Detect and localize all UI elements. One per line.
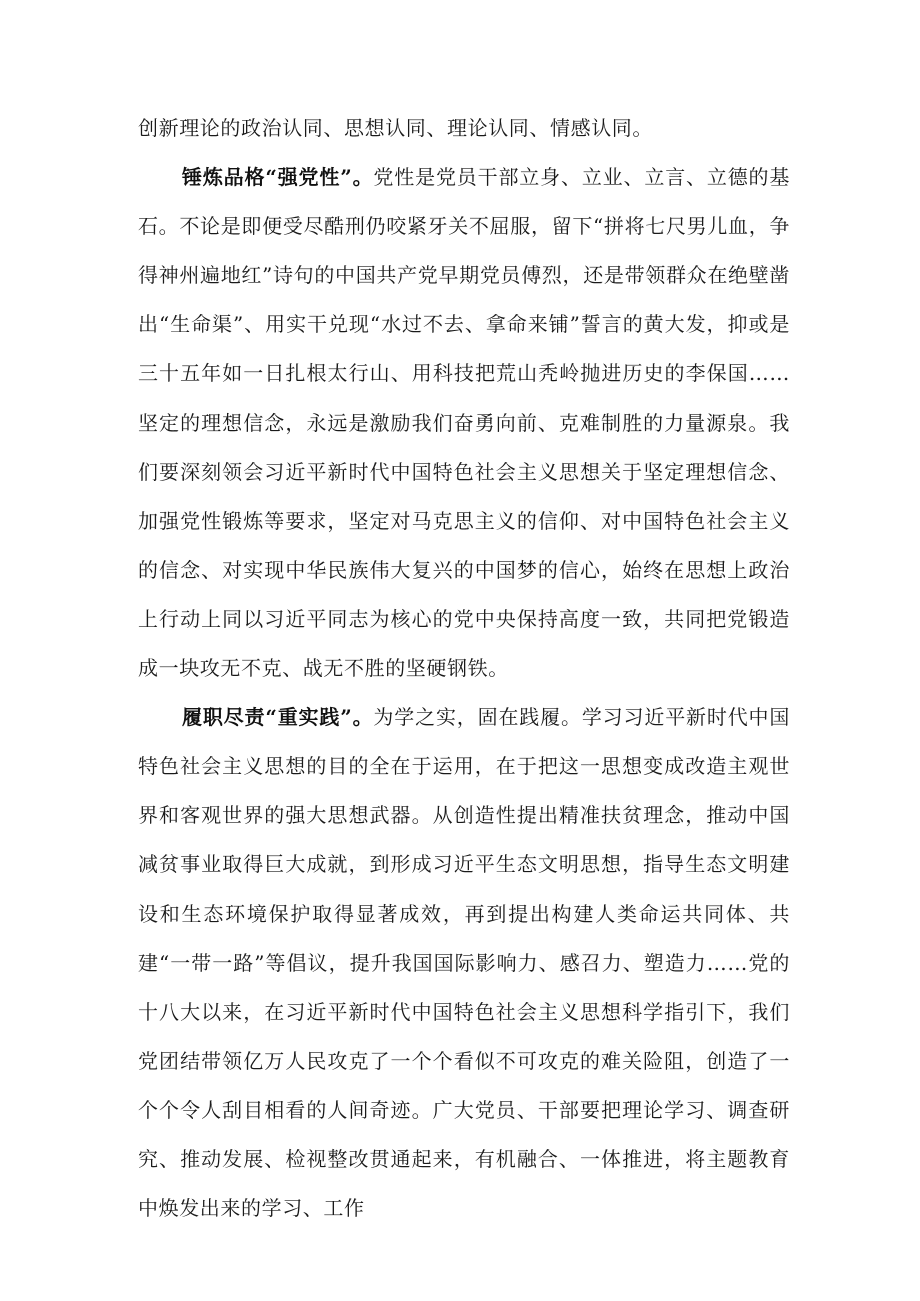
document-body (138, 104, 790, 1233)
paragraph-practice (138, 693, 790, 1233)
paragraph-continuation (138, 104, 790, 153)
paragraph-party-spirit (138, 153, 790, 693)
paragraph-heading: 履职尽责“重实践”。 (182, 705, 374, 730)
paragraph-body: 为学之实，固在践履。学习习近平新时代中国特色社会主义思想的目的全在于运用，在于把这一思想变成改造主观世界和客观世界的强大思想武器。从创造性提出精准扶贫理念，推动中国减贫事业取得巨大成就，到形成习近平生态文明思想，指导生态文明建设和生态环境保护取得显著成效，再到提出构建人类命运共同体、共建“一带一路”等倡议，提升我国国际影响力、感召力、塑造力……党的十八大以来，在习近平新时代中国特色社会主义思想科学指引下，我们党团结带领亿万人民攻克了一个个看似不可攻克的难关险阻，创造了一个个令人刮目相看的人间奇迹。广大党员、干部要把理论学习、调查研究、推动发展、检视整改贯通起来，有机融合、一体推进，将主题教育中焕发出来的学习、工作 (138, 705, 790, 1221)
paragraph-body: 党性是党员干部立身、立业、立言、立德的基石。不论是即便受尽酷刑仍咬紧牙关不屈服，留下“拼将七尺男儿血，争得神州遍地红”诗句的中国共产党早期党员傅烈，还是带领群众在绝壁凿出“生命渠”、用实干兑现“水过不去、拿命来铺”誓言的黄大发，抑或是三十五年如一日扎根太行山、用科技把荒山秃岭抛进历史的李保国……坚定的理想信念，永远是激励我们奋勇向前、克难制胜的力量源泉。我们要深刻领会习近平新时代中国特色社会主义思想关于坚定理想信念、加强党性锻炼等要求，坚定对马克思主义的信仰、对中国特色社会主义的信念、对实现中华民族伟大复兴的中国梦的信心，始终在思想上政治上行动上同以习近平同志为核心的党中央保持高度一致，共同把党锻造成一块攻无不克、战无不胜的坚硬钢铁。 (138, 165, 790, 681)
paragraph-heading: 锤炼品格“强党性”。 (182, 165, 374, 190)
paragraph-body: 创新理论的政治认同、思想认同、理论认同、情感认同。 (138, 116, 653, 140)
